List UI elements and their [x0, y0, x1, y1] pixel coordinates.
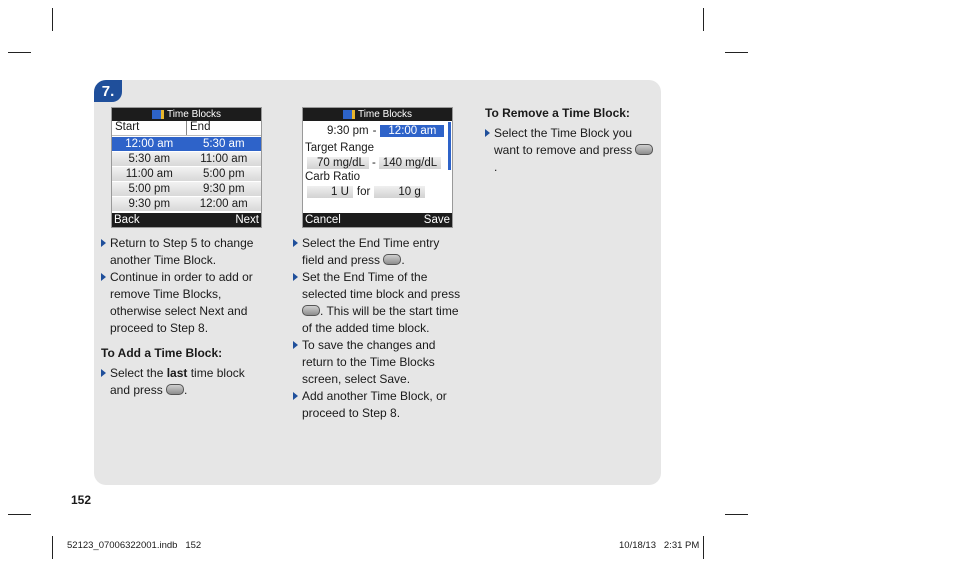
screen-title-bar	[112, 108, 261, 121]
instruction-text: .	[494, 160, 498, 174]
instruction-text: Select the End Time entry field and press	[302, 236, 440, 267]
instruction-text: Continue in order to add or remove Time Blocks, otherwise select Next and proceed to Step 8.	[110, 270, 253, 335]
column-2	[293, 235, 463, 422]
screen-title-bar	[303, 108, 452, 121]
crop-mark	[8, 514, 31, 515]
bullet-arrow-icon	[293, 341, 298, 349]
instruction-item	[101, 269, 261, 337]
instruction-text: .	[184, 383, 188, 397]
target-low-field[interactable]: 70 mg/dL	[307, 157, 369, 169]
bullet-arrow-icon	[101, 369, 106, 377]
save-button[interactable]: Save	[423, 214, 450, 226]
instruction-item	[485, 125, 655, 176]
footer-file-info: 52123_07006322001.indb 152	[67, 540, 202, 551]
row-start: 5:00 pm	[128, 183, 171, 195]
emphasis-text: last	[166, 366, 188, 380]
time-block-row[interactable]	[112, 167, 261, 181]
crop-mark	[8, 52, 31, 53]
time-block-row[interactable]	[112, 182, 261, 196]
screen-title: Time Blocks	[357, 109, 413, 120]
instruction-item	[293, 388, 463, 422]
time-blocks-screen	[111, 107, 262, 228]
row-end: 12:00 am	[199, 198, 248, 210]
ok-button-icon	[166, 384, 184, 395]
instruction-text: Set the End Time of the selected time block and press	[302, 270, 461, 301]
instruction-text: time block and press	[110, 366, 245, 397]
crop-mark	[52, 8, 53, 31]
crop-mark	[52, 536, 53, 559]
add-time-block-heading: To Add a Time Block:	[101, 346, 223, 360]
book-icon	[343, 110, 355, 119]
row-start: 9:30 pm	[128, 198, 171, 210]
time-block-edit-screen	[302, 107, 453, 228]
instruction-item	[293, 235, 463, 269]
page-number: 152	[71, 493, 92, 507]
end-time-field[interactable]: 12:00 am	[380, 125, 444, 137]
instruction-text: To save the changes and return to the Time Blocks screen, select Save.	[302, 338, 436, 386]
bullet-arrow-icon	[101, 273, 106, 281]
crop-mark	[725, 52, 748, 53]
step-badge: 7.	[94, 80, 122, 102]
bullet-arrow-icon	[293, 392, 298, 400]
target-high-field[interactable]: 140 mg/dL	[379, 157, 441, 169]
start-header: Start	[115, 121, 140, 133]
instruction-text: Select the	[110, 366, 167, 380]
bullet-arrow-icon	[293, 239, 298, 247]
row-start: 5:30 am	[128, 153, 171, 165]
footer-timestamp: 10/18/13 2:31 PM	[619, 540, 700, 551]
time-block-row[interactable]	[112, 197, 261, 211]
end-header: End	[186, 121, 261, 135]
bullet-arrow-icon	[101, 239, 106, 247]
dash: -	[371, 157, 376, 169]
bullet-arrow-icon	[293, 273, 298, 281]
time-block-row[interactable]	[112, 137, 261, 151]
ok-button-icon	[635, 144, 653, 155]
instruction-text: . This will be the start time of the added time block.	[302, 304, 459, 335]
row-end: 5:30 am	[202, 138, 245, 150]
row-start: 11:00 am	[125, 168, 173, 180]
target-range-label: Target Range	[305, 142, 375, 154]
time-block-row[interactable]	[112, 152, 261, 166]
screen-title: Time Blocks	[166, 109, 222, 120]
instruction-item	[293, 269, 463, 337]
ok-button-icon	[383, 254, 401, 265]
for-label: for	[356, 186, 371, 198]
table-header	[112, 121, 261, 136]
crop-mark	[725, 514, 748, 515]
carb-ratio-label: Carb Ratio	[305, 171, 360, 183]
column-3	[485, 105, 655, 176]
dash: -	[372, 124, 377, 137]
back-button[interactable]: Back	[114, 214, 140, 226]
next-button[interactable]: Next	[235, 214, 259, 226]
scrollbar[interactable]	[448, 122, 451, 170]
instruction-text: Select the Time Block you want to remove and press	[494, 126, 636, 157]
instruction-item	[101, 235, 261, 269]
row-start: 12:00 am	[125, 138, 174, 150]
crop-mark	[703, 8, 704, 31]
crop-mark	[703, 536, 704, 559]
instruction-item	[101, 365, 261, 399]
screen-footer	[112, 213, 261, 227]
remove-time-block-heading: To Remove a Time Block:	[485, 106, 630, 120]
book-icon	[152, 110, 164, 119]
column-1	[101, 235, 261, 399]
screen-footer	[303, 213, 452, 227]
instruction-item	[293, 337, 463, 388]
instruction-text: Return to Step 5 to change another Time Block.	[110, 236, 254, 267]
instruction-text: Add another Time Block, or proceed to Step 8.	[302, 389, 447, 420]
carb-units-field[interactable]: 1 U	[307, 186, 353, 198]
row-end: 5:00 pm	[202, 168, 245, 180]
bullet-arrow-icon	[485, 129, 490, 137]
cancel-button[interactable]: Cancel	[305, 214, 341, 226]
instruction-text: .	[401, 253, 405, 267]
row-end: 11:00 am	[200, 153, 248, 165]
carb-grams-field[interactable]: 10 g	[374, 186, 424, 198]
ok-button-icon	[302, 305, 320, 316]
row-end: 9:30 pm	[202, 183, 245, 195]
start-time-field[interactable]: 9:30 pm	[327, 124, 369, 137]
